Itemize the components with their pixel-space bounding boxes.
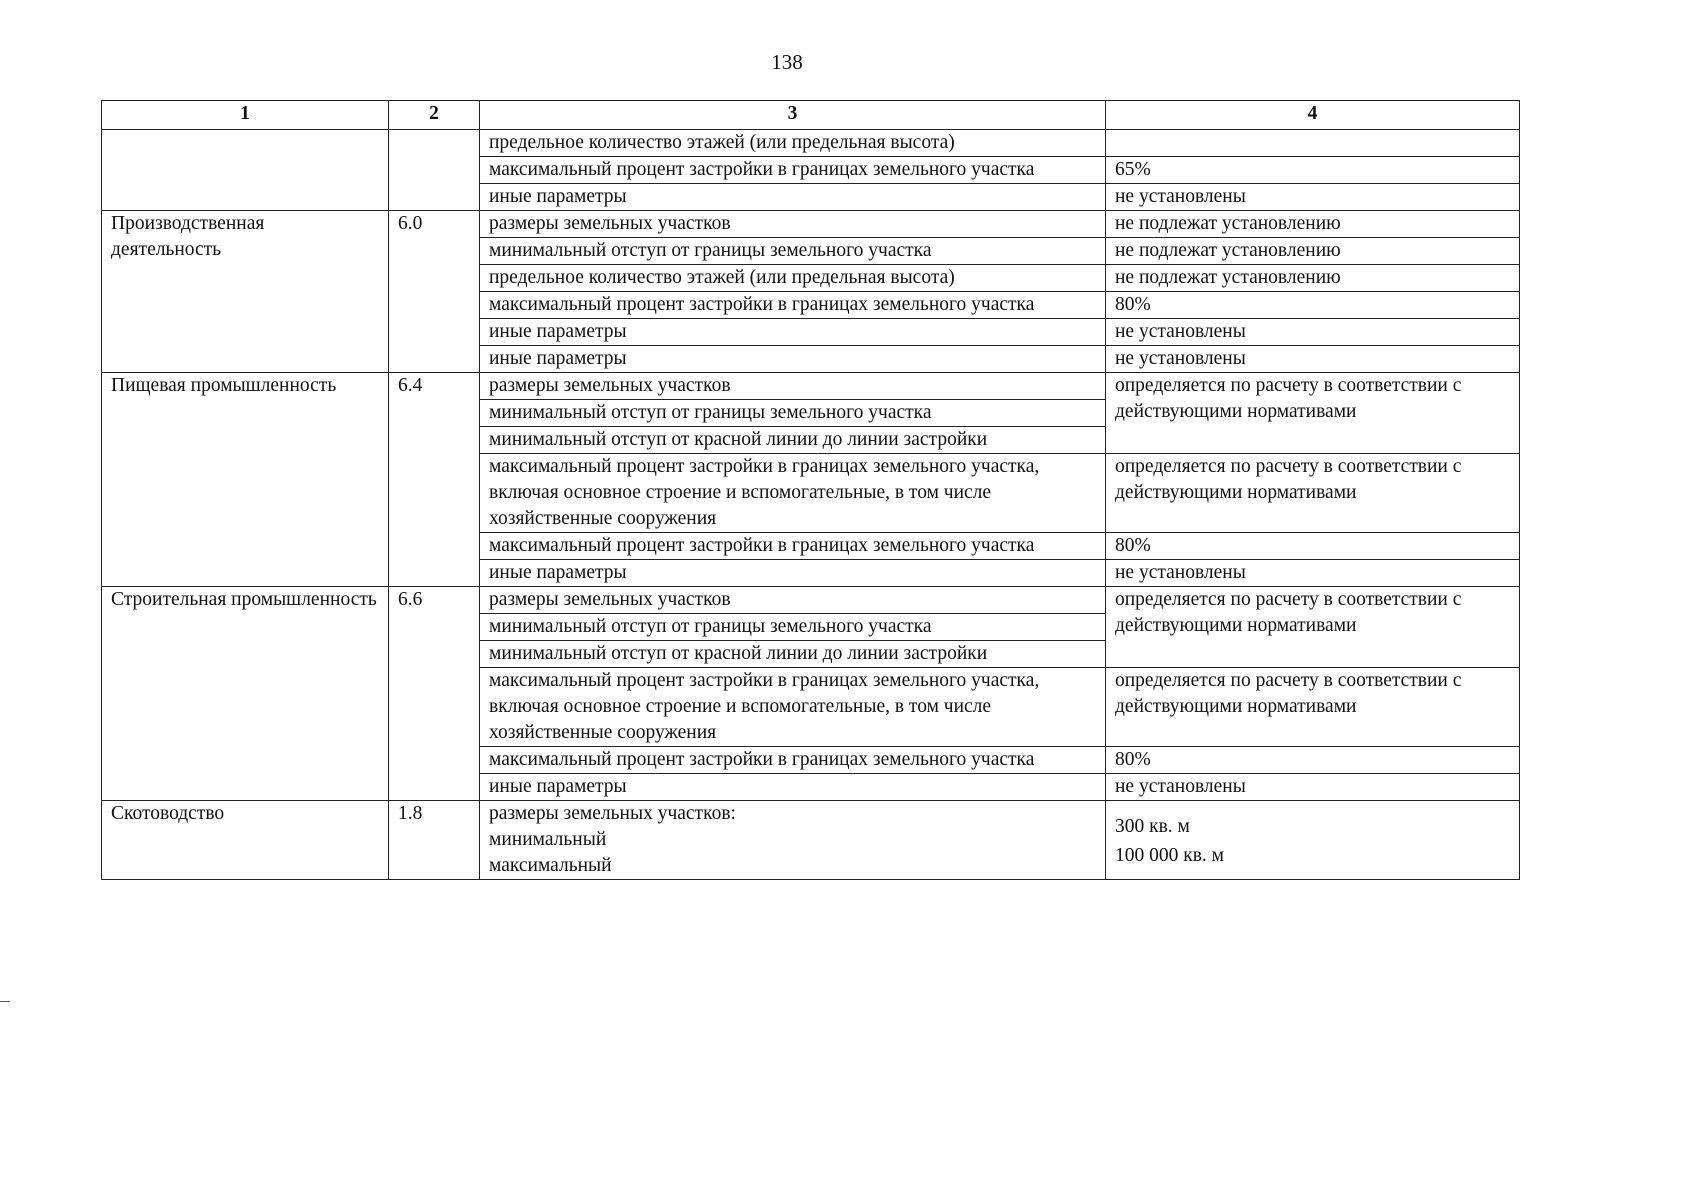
param-line: максимальный — [489, 855, 612, 876]
param-cell: максимальный процент застройки в границах земельного участка — [480, 747, 1106, 774]
use-code-cell: 6.4 — [389, 373, 480, 587]
param-cell: предельное количество этажей (или предельная высота) — [480, 130, 1106, 157]
param-cell: минимальный отступ от красной линии до линии застройки — [480, 427, 1106, 454]
header-col-4: 4 — [1106, 101, 1520, 130]
table-row — [102, 373, 1520, 400]
param-cell: минимальный отступ от границы земельного участка — [480, 614, 1106, 641]
value-cell: определяется по расчету в соответствии с действующими нормативами — [1106, 373, 1520, 454]
header-col-1: 1 — [102, 101, 389, 130]
value-cell: не установлены — [1106, 184, 1520, 211]
param-cell: размеры земельных участков — [480, 211, 1106, 238]
value-cell: 80% — [1106, 533, 1520, 560]
use-code-cell: 6.0 — [389, 211, 480, 373]
value-line: 300 кв. м — [1115, 816, 1190, 837]
table-row — [102, 801, 1520, 880]
param-cell: минимальный отступ от границы земельного участка — [480, 400, 1106, 427]
value-cell: 80% — [1106, 292, 1520, 319]
header-col-3: 3 — [480, 101, 1106, 130]
param-cell: максимальный процент застройки в границах земельного участка, включая основное строение и вспомогательные, в том числе хозяйственные сооружения — [480, 668, 1106, 747]
param-cell: иные параметры — [480, 346, 1106, 373]
value-cell: 80% — [1106, 747, 1520, 774]
value-cell — [1106, 801, 1520, 880]
param-line: размеры земельных участков: — [489, 803, 736, 824]
table-row — [102, 130, 1520, 157]
value-cell: не установлены — [1106, 346, 1520, 373]
use-name-cell: Производственная деятельность — [102, 211, 389, 373]
value-cell: не подлежат установлению — [1106, 211, 1520, 238]
use-name-cell — [102, 130, 389, 211]
value-cell: не подлежат установлению — [1106, 265, 1520, 292]
param-line: минимальный — [489, 829, 607, 850]
use-code-cell — [389, 130, 480, 211]
use-code-cell: 1.8 — [389, 801, 480, 880]
param-cell: иные параметры — [480, 184, 1106, 211]
value-cell — [1106, 130, 1520, 157]
value-cell: определяется по расчету в соответствии с действующими нормативами — [1106, 454, 1520, 533]
param-cell: максимальный процент застройки в границах земельного участка — [480, 533, 1106, 560]
use-code-cell: 6.6 — [389, 587, 480, 801]
param-cell: размеры земельных участков — [480, 587, 1106, 614]
param-cell: размеры земельных участков — [480, 373, 1106, 400]
page-number: 138 — [771, 50, 803, 74]
parameters-table — [101, 100, 1520, 880]
value-line: 100 000 кв. м — [1115, 845, 1225, 866]
margin-mark — [0, 1001, 10, 1002]
value-cell: не установлены — [1106, 774, 1520, 801]
param-cell: иные параметры — [480, 319, 1106, 346]
param-cell: минимальный отступ от красной линии до линии застройки — [480, 641, 1106, 668]
value-cell: не установлены — [1106, 319, 1520, 346]
param-cell: предельное количество этажей (или предельная высота) — [480, 265, 1106, 292]
param-cell: минимальный отступ от границы земельного участка — [480, 238, 1106, 265]
value-cell: определяется по расчету в соответствии с действующими нормативами — [1106, 668, 1520, 747]
table-header-row — [102, 101, 1520, 130]
param-cell: иные параметры — [480, 774, 1106, 801]
value-cell: 65% — [1106, 157, 1520, 184]
param-cell: иные параметры — [480, 560, 1106, 587]
param-cell: максимальный процент застройки в границах земельного участка — [480, 292, 1106, 319]
use-name-cell: Пищевая промышленность — [102, 373, 389, 587]
value-cell: не подлежат установлению — [1106, 238, 1520, 265]
table-row — [102, 211, 1520, 238]
param-cell: максимальный процент застройки в границах земельного участка, включая основное строение и вспомогательные, в том числе хозяйственные сооружения — [480, 454, 1106, 533]
header-col-2: 2 — [389, 101, 480, 130]
value-cell: определяется по расчету в соответствии с действующими нормативами — [1106, 587, 1520, 668]
use-name-cell: Строительная промышленность — [102, 587, 389, 801]
value-cell: не установлены — [1106, 560, 1520, 587]
table-row — [102, 587, 1520, 614]
use-name-cell: Скотоводство — [102, 801, 389, 880]
param-cell: максимальный процент застройки в границах земельного участка — [480, 157, 1106, 184]
param-cell — [480, 801, 1106, 880]
